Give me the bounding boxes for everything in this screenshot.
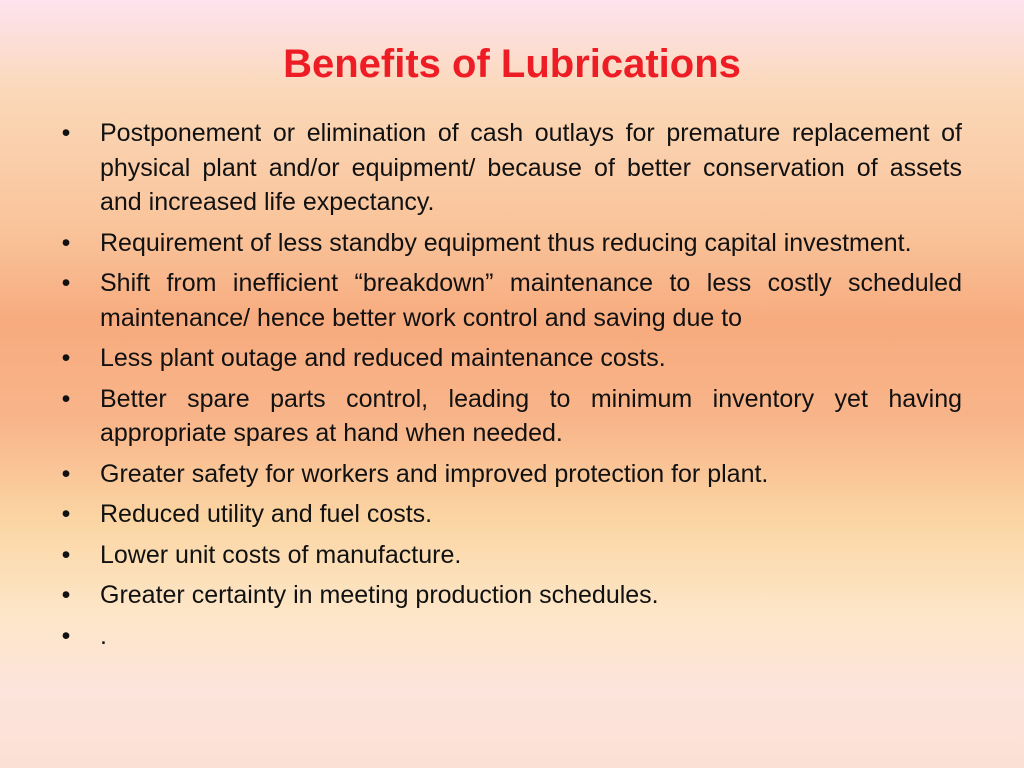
bullet-dot-icon: • (61, 581, 71, 609)
bullet-dot-icon: • (61, 540, 71, 569)
bullet-dot-icon: • (61, 228, 71, 257)
bullet-text: Reduced utility and fuel costs. (100, 500, 433, 528)
bullet-text: Shift from inefficient “breakdown” maintenance to less costly scheduled maintenance/ hence better work control and saving due to (100, 269, 962, 332)
bullet-dot-icon: • (61, 344, 71, 372)
bullet-item (56, 116, 962, 220)
bullet-dot-icon: • (61, 269, 71, 297)
slide-title: Benefits of Lubrications (283, 42, 741, 86)
bullet-item (56, 266, 962, 335)
bullet-dot-icon: • (61, 459, 71, 488)
bullet-text: Better spare parts control, leading to minimum inventory yet having appropriate spares at hand when needed. (100, 384, 962, 447)
bullet-dot-icon: • (61, 384, 71, 413)
bullet-text: Greater certainty in meeting production schedules. (100, 581, 659, 609)
bullet-text: Greater safety for workers and improved protection for plant. (100, 459, 769, 488)
bullet-text: . (100, 621, 107, 650)
bullet-item (56, 538, 962, 573)
bullet-text: Lower unit costs of manufacture. (100, 540, 462, 569)
bullet-item (56, 341, 962, 376)
bullet-item (56, 226, 962, 261)
bullet-text: Less plant outage and reduced maintenance costs. (100, 344, 666, 372)
bullet-dot-icon: • (61, 500, 71, 528)
bullet-item (56, 382, 962, 451)
bullet-item (56, 578, 962, 613)
bullet-item (56, 497, 962, 532)
bullet-item (56, 619, 962, 654)
bullet-dot-icon: • (61, 119, 71, 147)
bullet-text: Requirement of less standby equipment thus reducing capital investment. (100, 228, 912, 257)
bullet-dot-icon: • (61, 621, 71, 650)
bullet-item (56, 457, 962, 492)
bullet-list (56, 116, 962, 659)
bullet-text: Postponement or elimination of cash outlays for premature replacement of physical plant and/or equipment/ because of better conservation of assets and increased life expectancy. (100, 119, 962, 216)
